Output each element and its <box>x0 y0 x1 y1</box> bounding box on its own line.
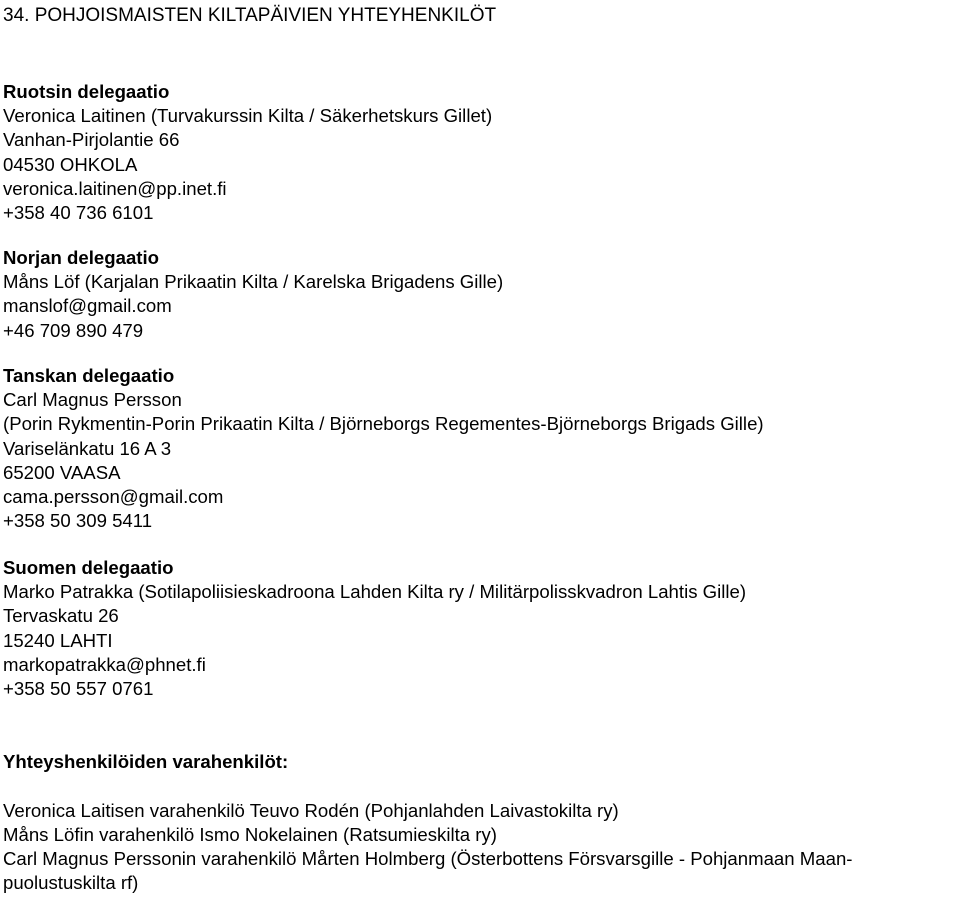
email-address: veronica.laitinen@pp.inet.fi <box>3 177 227 199</box>
email-address: cama.persson@gmail.com <box>3 485 224 507</box>
email-address: markopatrakka@phnet.fi <box>3 653 206 675</box>
page-title: 34. POHJOISMAISTEN KILTAPÄIVIEN YHTEYHENKILÖT <box>3 5 497 26</box>
norway-delegation-section <box>3 246 957 343</box>
email-address: manslof@gmail.com <box>3 295 172 317</box>
list-item: Carl Magnus Perssonin varahenkilö Mårten Holmberg (Österbottens Försvarsgille - Pohjanmaan Maan- <box>3 848 853 870</box>
section-heading: Tanskan delegaatio <box>3 365 175 386</box>
street-address: Tervaskatu 26 <box>3 605 119 627</box>
section-heading: Norjan delegaatio <box>3 247 160 268</box>
phone-number: +358 50 309 5411 <box>3 510 153 532</box>
denmark-delegation-section <box>3 364 957 533</box>
postal-address: 15240 LAHTI <box>3 629 113 651</box>
substitutes-section <box>3 750 957 895</box>
list-item: puolustuskilta rf) <box>3 872 139 894</box>
contact-name: Måns Löf (Karjalan Prikaatin Kilta / Karelska Brigadens Gille) <box>3 271 504 293</box>
contact-name: Carl Magnus Persson <box>3 389 182 411</box>
list-item: Veronica Laitisen varahenkilö Teuvo Rodén (Pohjanlahden Laivastokilta ry) <box>3 799 619 821</box>
finland-delegation-section <box>3 556 957 701</box>
street-address: Vanhan-Pirjolantie 66 <box>3 129 180 151</box>
section-heading: Suomen delegaatio <box>3 557 174 578</box>
phone-number: +358 40 736 6101 <box>3 201 154 223</box>
phone-number: +358 50 557 0761 <box>3 677 154 699</box>
section-heading: Ruotsin delegaatio <box>3 81 170 102</box>
list-item: Måns Löfin varahenkilö Ismo Nokelainen (Ratsumieskilta ry) <box>3 823 497 845</box>
substitutes-list <box>3 799 957 896</box>
street-address: Variselänkatu 16 A 3 <box>3 437 172 459</box>
contact-guild: (Porin Rykmentin-Porin Prikaatin Kilta / Björneborgs Regementes-Björneborgs Brigads Gille) <box>3 413 764 435</box>
section-heading: Yhteyshenkilöiden varahenkilöt: <box>3 751 289 772</box>
contact-name: Marko Patrakka (Sotilapoliisieskadroona Lahden Kilta ry / Militärpolisskvadron Lahtis Gille) <box>3 581 747 603</box>
postal-address: 65200 VAASA <box>3 461 121 483</box>
phone-number: +46 709 890 479 <box>3 319 144 341</box>
postal-address: 04530 OHKOLA <box>3 153 138 175</box>
sweden-delegation-section <box>3 80 957 225</box>
contact-name: Veronica Laitinen (Turvakurssin Kilta / Säkerhetskurs Gillet) <box>3 105 493 127</box>
